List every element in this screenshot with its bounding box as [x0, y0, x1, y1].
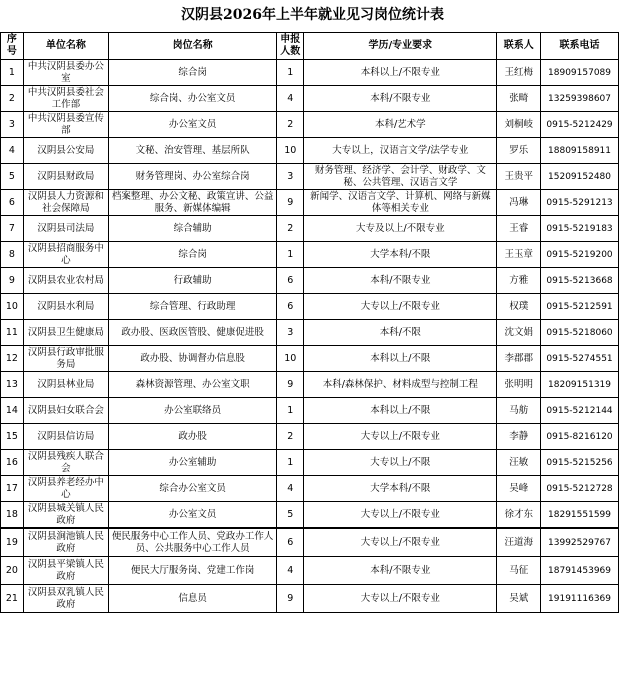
cell-seq: 13: [1, 372, 24, 398]
cell-post: 综合管理、行政助理: [109, 294, 277, 320]
cell-post: 综合辅助: [109, 216, 277, 242]
cell-req: 本科/艺术学: [304, 112, 497, 138]
cell-req: 大专及以上/不限专业: [304, 216, 497, 242]
cell-phone: 0915-8216120: [541, 424, 619, 450]
table-header-row: [1, 33, 619, 60]
cell-num: 9: [277, 585, 304, 613]
cell-contact: 冯琳: [497, 190, 541, 216]
table-row: [1, 138, 619, 164]
cell-req: 本科/不限专业: [304, 86, 497, 112]
cell-contact: 汪道海: [497, 528, 541, 557]
cell-seq: 21: [1, 585, 24, 613]
cell-phone: 0915-5219183: [541, 216, 619, 242]
table-row: [1, 346, 619, 372]
cell-contact: 徐才东: [497, 502, 541, 529]
cell-phone: 0915-5218060: [541, 320, 619, 346]
cell-seq: 3: [1, 112, 24, 138]
positions-table: [0, 32, 619, 613]
cell-contact: 汪敏: [497, 450, 541, 476]
cell-contact: 马征: [497, 557, 541, 585]
cell-phone: 18791453969: [541, 557, 619, 585]
cell-phone: 19191116369: [541, 585, 619, 613]
header-req: 学历/专业要求: [304, 33, 497, 60]
cell-req: 本科/不限专业: [304, 268, 497, 294]
cell-unit: 中共汉阴县委社会工作部: [23, 86, 108, 112]
table-row: [1, 164, 619, 190]
cell-seq: 1: [1, 60, 24, 86]
cell-post: 行政辅助: [109, 268, 277, 294]
cell-seq: 12: [1, 346, 24, 372]
cell-req: 大专以上/不限专业: [304, 528, 497, 557]
cell-req: 本科以上/不限: [304, 346, 497, 372]
cell-post: 办公室联络员: [109, 398, 277, 424]
cell-req: 本科/森林保护、材料成型与控制工程: [304, 372, 497, 398]
table-row: [1, 528, 619, 557]
table-row: [1, 112, 619, 138]
header-seq: 序号: [1, 33, 24, 60]
cell-num: 10: [277, 346, 304, 372]
cell-num: 6: [277, 268, 304, 294]
cell-contact: 马舫: [497, 398, 541, 424]
cell-req: 新闻学、汉语言文学、计算机、网络与新媒体等相关专业: [304, 190, 497, 216]
cell-phone: 18809158911: [541, 138, 619, 164]
table-row: [1, 294, 619, 320]
cell-req: 大专以上/不限专业: [304, 294, 497, 320]
cell-unit: 汉阴县公安局: [23, 138, 108, 164]
table-row: [1, 585, 619, 613]
header-contact: 联系人: [497, 33, 541, 60]
table-row: [1, 216, 619, 242]
cell-contact: 张畸: [497, 86, 541, 112]
cell-contact: 沈文娟: [497, 320, 541, 346]
cell-phone: 0915-5274551: [541, 346, 619, 372]
cell-seq: 15: [1, 424, 24, 450]
cell-post: 政办股、医政医管股、健康促进股: [109, 320, 277, 346]
cell-unit: 汉阴县人力资源和社会保障局: [23, 190, 108, 216]
cell-num: 1: [277, 242, 304, 268]
cell-unit: 汉阴县卫生健康局: [23, 320, 108, 346]
cell-post: 政办股、协调督办信息股: [109, 346, 277, 372]
cell-contact: 王睿: [497, 216, 541, 242]
cell-req: 本科以上/不限: [304, 398, 497, 424]
cell-num: 2: [277, 216, 304, 242]
cell-phone: 0915-5212591: [541, 294, 619, 320]
table-row: [1, 190, 619, 216]
cell-seq: 8: [1, 242, 24, 268]
cell-seq: 5: [1, 164, 24, 190]
table-row: [1, 398, 619, 424]
cell-post: 档案整理、办公文秘、政策宣讲、公益服务、新媒体编辑: [109, 190, 277, 216]
cell-unit: 汉阴县行政审批服务局: [23, 346, 108, 372]
cell-unit: 汉阴县涧池镇人民政府: [23, 528, 108, 557]
cell-unit: 汉阴县城关镇人民政府: [23, 502, 108, 529]
header-phone: 联系电话: [541, 33, 619, 60]
cell-unit: 中共汉阴县委宣传部: [23, 112, 108, 138]
cell-unit: 汉阴县妇女联合会: [23, 398, 108, 424]
cell-seq: 2: [1, 86, 24, 112]
cell-unit: 汉阴县平梁镇人民政府: [23, 557, 108, 585]
cell-num: 4: [277, 86, 304, 112]
cell-post: 办公室文员: [109, 112, 277, 138]
cell-unit: 汉阴县双乳镇人民政府: [23, 585, 108, 613]
cell-seq: 11: [1, 320, 24, 346]
cell-post: 办公室辅助: [109, 450, 277, 476]
cell-num: 2: [277, 424, 304, 450]
cell-post: 财务管理岗、办公室综合岗: [109, 164, 277, 190]
cell-phone: 0915-5212144: [541, 398, 619, 424]
cell-unit: 汉阴县残疾人联合会: [23, 450, 108, 476]
cell-req: 大学本科/不限: [304, 242, 497, 268]
cell-req: 大专以上/不限专业: [304, 585, 497, 613]
cell-phone: 0915-5215256: [541, 450, 619, 476]
cell-seq: 19: [1, 528, 24, 557]
cell-contact: 李静: [497, 424, 541, 450]
cell-req: 大专以上/不限专业: [304, 424, 497, 450]
cell-post: 文秘、治安管理、基层所队: [109, 138, 277, 164]
cell-phone: 15209152480: [541, 164, 619, 190]
cell-num: 1: [277, 60, 304, 86]
cell-phone: 0915-5212429: [541, 112, 619, 138]
table-row: [1, 372, 619, 398]
table-row: [1, 502, 619, 529]
cell-num: 6: [277, 294, 304, 320]
cell-req: 本科以上/不限专业: [304, 60, 497, 86]
cell-num: 1: [277, 398, 304, 424]
cell-phone: 18909157089: [541, 60, 619, 86]
cell-post: 综合岗: [109, 242, 277, 268]
cell-contact: 刘桐岐: [497, 112, 541, 138]
cell-post: 信息员: [109, 585, 277, 613]
cell-post: 便民服务中心工作人员、党政办工作人员、公共服务中心工作人员: [109, 528, 277, 557]
cell-post: 综合岗: [109, 60, 277, 86]
table-row: [1, 450, 619, 476]
cell-seq: 6: [1, 190, 24, 216]
cell-unit: 汉阴县招商服务中心: [23, 242, 108, 268]
table-row: [1, 476, 619, 502]
cell-seq: 7: [1, 216, 24, 242]
cell-contact: 权璞: [497, 294, 541, 320]
cell-seq: 9: [1, 268, 24, 294]
cell-num: 4: [277, 557, 304, 585]
cell-seq: 16: [1, 450, 24, 476]
cell-unit: 汉阴县财政局: [23, 164, 108, 190]
cell-req: 大专以上/不限专业: [304, 502, 497, 529]
cell-phone: 18209151319: [541, 372, 619, 398]
cell-phone: 13992529767: [541, 528, 619, 557]
cell-post: 森林资源管理、办公室文职: [109, 372, 277, 398]
table-row: [1, 60, 619, 86]
cell-seq: 4: [1, 138, 24, 164]
cell-num: 10: [277, 138, 304, 164]
cell-phone: 0915-5219200: [541, 242, 619, 268]
cell-num: 2: [277, 112, 304, 138]
cell-contact: 李郡郡: [497, 346, 541, 372]
cell-num: 1: [277, 450, 304, 476]
cell-unit: 汉阴县林业局: [23, 372, 108, 398]
cell-post: 办公室文员: [109, 502, 277, 529]
cell-unit: 汉阴县水利局: [23, 294, 108, 320]
cell-post: 便民大厅服务岗、党建工作岗: [109, 557, 277, 585]
cell-post: 综合岗、办公室文员: [109, 86, 277, 112]
cell-contact: 王玉章: [497, 242, 541, 268]
header-num: 申报人数: [277, 33, 304, 60]
cell-num: 4: [277, 476, 304, 502]
cell-num: 5: [277, 502, 304, 529]
cell-post: 政办股: [109, 424, 277, 450]
cell-req: 财务管理、经济学、会计学、财政学、文秘、公共管理、汉语言文学: [304, 164, 497, 190]
cell-unit: 汉阴县信访局: [23, 424, 108, 450]
cell-unit: 汉阴县农业农村局: [23, 268, 108, 294]
cell-contact: 王红梅: [497, 60, 541, 86]
cell-seq: 10: [1, 294, 24, 320]
cell-seq: 17: [1, 476, 24, 502]
cell-post: 综合办公室文员: [109, 476, 277, 502]
table-row: [1, 86, 619, 112]
cell-req: 大学本科/不限: [304, 476, 497, 502]
cell-req: 大专以上/不限: [304, 450, 497, 476]
cell-phone: 0915-5291213: [541, 190, 619, 216]
header-unit: 单位名称: [23, 33, 108, 60]
cell-contact: 罗乐: [497, 138, 541, 164]
cell-seq: 14: [1, 398, 24, 424]
cell-num: 9: [277, 190, 304, 216]
cell-phone: 0915-5212728: [541, 476, 619, 502]
cell-contact: 吴峰: [497, 476, 541, 502]
cell-unit: 汉阴县养老经办中心: [23, 476, 108, 502]
table-row: [1, 242, 619, 268]
table-row: [1, 268, 619, 294]
cell-seq: 18: [1, 502, 24, 529]
document-title: 汉阴县2026年上半年就业见习岗位统计表: [181, 7, 444, 23]
table-row: [1, 320, 619, 346]
table-row: [1, 557, 619, 585]
cell-num: 3: [277, 164, 304, 190]
cell-phone: 0915-5213668: [541, 268, 619, 294]
cell-num: 3: [277, 320, 304, 346]
cell-req: 本科/不限: [304, 320, 497, 346]
cell-phone: 18291551599: [541, 502, 619, 529]
cell-contact: 张明明: [497, 372, 541, 398]
cell-req: 大专以上，汉语言文学/法学专业: [304, 138, 497, 164]
cell-phone: 13259398607: [541, 86, 619, 112]
cell-num: 9: [277, 372, 304, 398]
cell-req: 本科/不限专业: [304, 557, 497, 585]
header-post: 岗位名称: [109, 33, 277, 60]
cell-contact: 王贵平: [497, 164, 541, 190]
cell-unit: 汉阴县司法局: [23, 216, 108, 242]
table-row: [1, 424, 619, 450]
cell-contact: 方雅: [497, 268, 541, 294]
cell-contact: 吴斌: [497, 585, 541, 613]
cell-unit: 中共汉阴县委办公室: [23, 60, 108, 86]
cell-seq: 20: [1, 557, 24, 585]
cell-num: 6: [277, 528, 304, 557]
